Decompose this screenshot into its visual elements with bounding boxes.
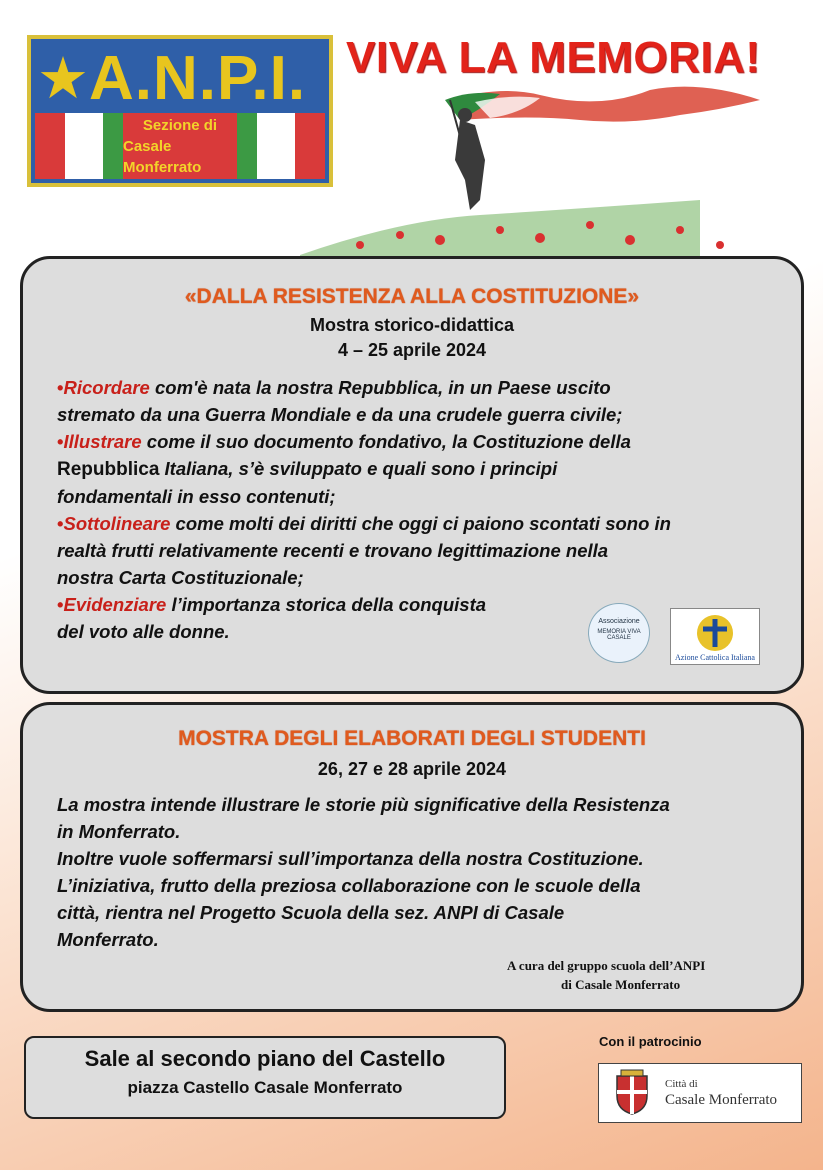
venue-line-2: piazza Castello Casale Monferrato — [127, 1078, 403, 1097]
exhibit-1-bullets — [57, 374, 671, 645]
bullet-3-line: nostra Carta Costituzionale; — [57, 567, 304, 588]
credit-line-2: di Casale Monferrato — [561, 977, 681, 992]
text-line: in Monferrato. — [57, 821, 181, 842]
text-line: città, rientra nel Progetto Scuola della sez. ANPI di Casale — [57, 902, 565, 923]
city-logo — [598, 1063, 802, 1123]
italian-flag — [35, 113, 325, 179]
city-line-2: Casale Monferrato — [665, 1092, 778, 1108]
azione-cattolica-logo — [670, 608, 760, 665]
bullet-4-line: del voto alle donne. — [57, 621, 230, 642]
bullet-1: •Ricordare com'è nata la nostra Repubblica, in un Paese uscito — [57, 377, 611, 398]
exhibit-1-subtitle: Mostra storico-didattica — [309, 315, 515, 335]
bullet-2-line: fondamentali in esso contenuti; — [57, 486, 336, 507]
star-icon: ★ — [37, 46, 89, 111]
city-crest-icon — [607, 1068, 657, 1118]
bullet-2: •Illustrare come il suo documento fondativo, la Costituzione della — [57, 431, 631, 452]
credit-line-1: A cura del gruppo scuola dell’ANPI — [507, 958, 706, 973]
aci-label: Azione Cattolica Italiana — [675, 653, 755, 662]
exhibit-2-title: MOSTRA DEGLI ELABORATI DEGLI STUDENTI — [178, 727, 646, 750]
city-line-1: Città di — [665, 1078, 698, 1090]
memoria-viva-logo — [588, 603, 650, 663]
patronage-label: Con il patrocinio — [599, 1034, 702, 1049]
venue-box — [24, 1036, 506, 1119]
bullet-3: •Sottolineare come molti dei diritti che oggi ci paiono scontati sono in — [57, 513, 671, 534]
text-line: Monferrato. — [57, 929, 159, 950]
bullet-1-line: stremato da una Guerra Mondiale e da una crudele guerra civile; — [57, 404, 623, 425]
exhibit-2-text — [57, 791, 670, 953]
partisan-flag-illustration — [300, 80, 800, 260]
assoc-name: MEMORIA VIVA CASALE — [597, 629, 641, 641]
venue-line-1: Sale al secondo piano del Castello — [84, 1046, 446, 1071]
text-line: La mostra intende illustrare le storie più significative della Resistenza — [57, 794, 670, 815]
exhibit-2-dates: 26, 27 e 28 aprile 2024 — [317, 759, 507, 779]
anpi-logo — [27, 35, 333, 187]
aci-emblem-icon — [695, 613, 735, 653]
text-line: L’iniziativa, frutto della preziosa collaborazione con le scuole della — [57, 875, 641, 896]
section-line-2: Casale Monferrato — [123, 137, 202, 176]
page-title: VIVA LA MEMORIA! — [346, 33, 761, 82]
exhibit-1-dates: 4 – 25 aprile 2024 — [337, 340, 487, 360]
section-label — [123, 113, 237, 179]
text-line: Inoltre vuole soffermarsi sull’importanza della nostra Costituzione. — [57, 848, 644, 869]
assoc-label: Associazione — [598, 618, 640, 625]
anpi-logo-text: A.N.P.I. — [89, 44, 307, 113]
exhibit-1-title: «DALLA RESISTENZA ALLA COSTITUZIONE» — [184, 285, 640, 308]
section-line-1: Sezione di — [142, 116, 218, 134]
bullet-2-line: Repubblica Italiana, s’è sviluppato e quali sono i principi — [57, 458, 558, 480]
bullet-3-line: realtà frutti relativamente recenti e trovano legittimazione nella — [57, 540, 609, 561]
bullet-4: •Evidenziare l’importanza storica della conquista — [57, 594, 487, 615]
